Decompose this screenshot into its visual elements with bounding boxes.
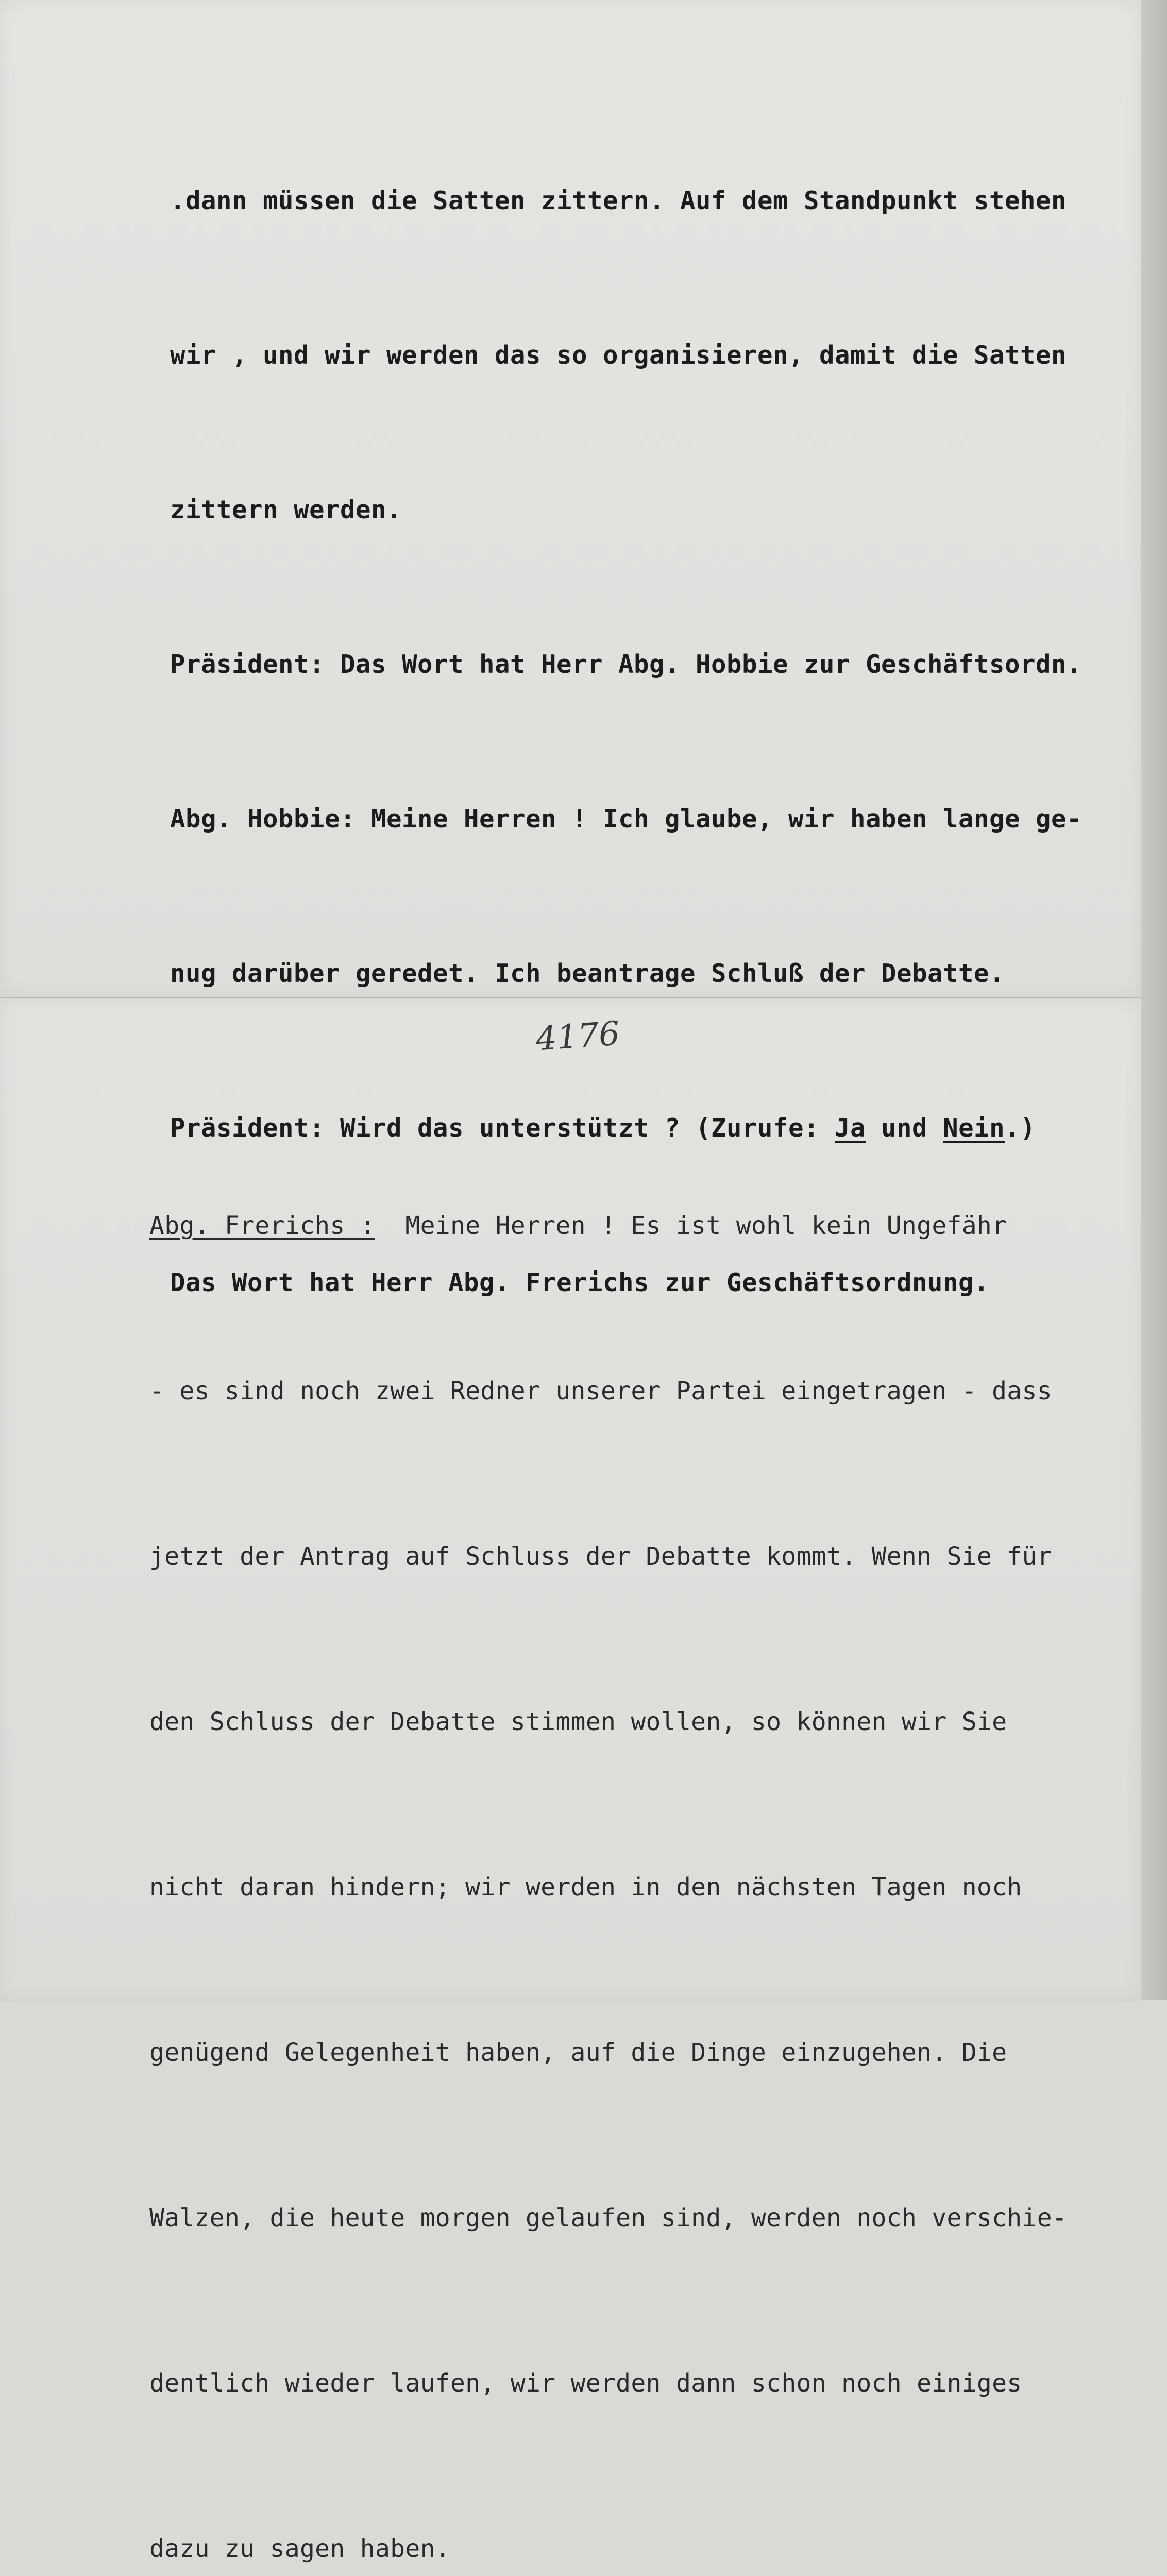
- transcript-line: Abg. Hobbie: Meine Herren ! Ich glaube, wir haben lange ge-: [170, 804, 1083, 834]
- handwritten-folio-number: 4176: [534, 1014, 621, 1059]
- transcript-line: .dann müssen die Satten zittern. Auf dem Standpunkt stehen: [170, 186, 1067, 215]
- speech-line: dazu zu sagen haben.: [149, 2534, 450, 2563]
- transcript-line: wir , und wir werden das so organisieren, damit die Satten: [170, 341, 1067, 370]
- transcript-lower-section: [149, 1088, 1067, 2576]
- speech-first-line-text: Meine Herren ! Es ist wohl kein Ungefähr: [375, 1211, 1007, 1240]
- speaker-name: Abg. Frerichs :: [149, 1211, 375, 1240]
- speech-line: den Schluss der Debatte stimmen wollen, so können wir Sie: [149, 1707, 1007, 1736]
- vote-line-mid: und: [866, 1113, 943, 1143]
- vote-line-prefix: Präsident: Wird das unterstützt ? (Zurufe:: [170, 1113, 835, 1143]
- vote-line-suffix: .): [1005, 1113, 1036, 1143]
- transcript-line: zittern werden.: [170, 495, 402, 524]
- speech-line: nicht daran hindern; wir werden in den nächsten Tagen noch: [149, 1873, 1022, 1902]
- speech-first-line: [149, 1198, 1067, 1253]
- page-edge-shadow: [1141, 0, 1167, 2000]
- transcript-line: nug darüber geredet. Ich beantrage Schluß der Debatte.: [170, 959, 1005, 988]
- speech-line: dentlich wieder laufen, wir werden dann schon noch einiges: [149, 2369, 1022, 2398]
- speech-line: genügend Gelegenheit haben, auf die Dinge einzugehen. Die: [149, 2038, 1007, 2067]
- transcript-line: Präsident: Das Wort hat Herr Abg. Hobbie zur Geschäftsordn.: [170, 650, 1083, 679]
- speech-line: - es sind noch zwei Redner unserer Partei eingetragen - dass: [149, 1377, 1052, 1405]
- vote-nein: Nein: [943, 1113, 1005, 1143]
- speech-line: jetzt der Antrag auf Schluss der Debatte kommt. Wenn Sie für: [149, 1542, 1052, 1571]
- speech-line: Walzen, die heute morgen gelaufen sind, werden noch verschie-: [149, 2204, 1068, 2232]
- vote-ja: Ja: [835, 1113, 866, 1143]
- transcript-line: Das Wort hat Herr Abg. Frerichs zur Geschäftsordnung.: [170, 1268, 990, 1297]
